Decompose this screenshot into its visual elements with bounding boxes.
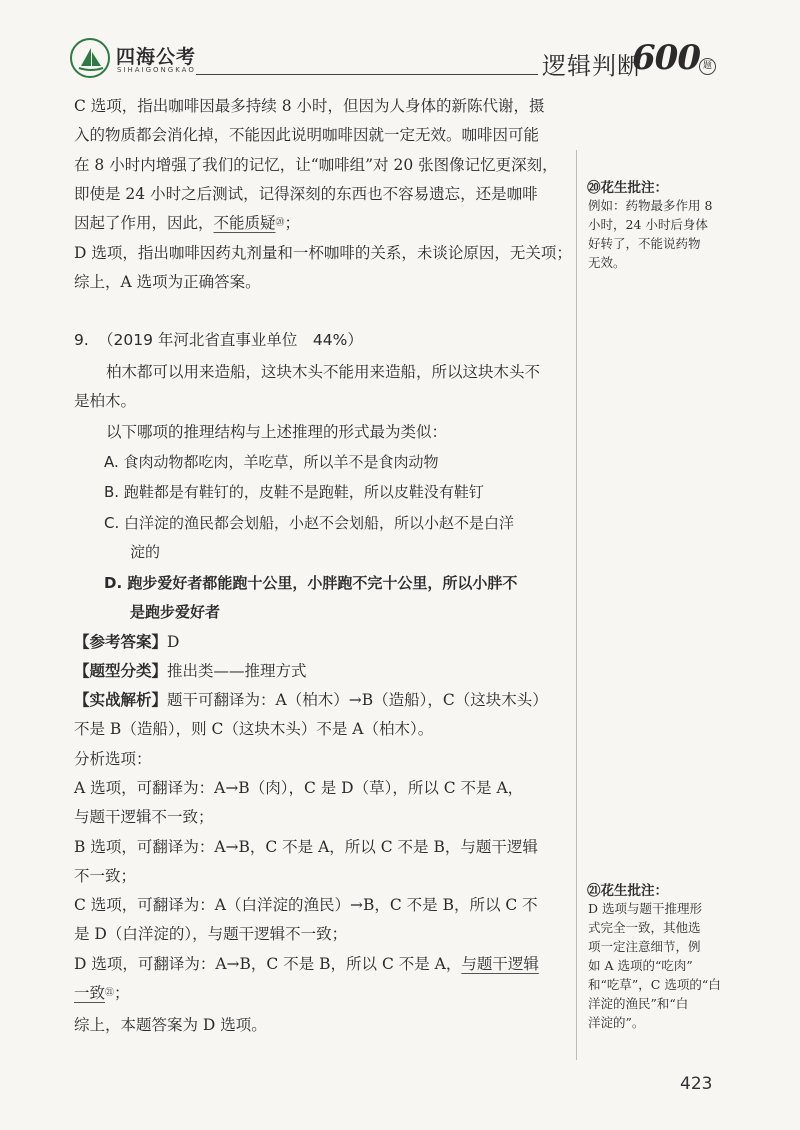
option-a: A. 食肉动物都吃肉，羊吃草，所以羊不是食肉动物: [104, 453, 439, 471]
side-note-line: 洋淀的渔民”和“白: [588, 996, 689, 1011]
sail-logo-icon: [77, 46, 105, 72]
option-b: B. 跑鞋都是有鞋钉的，皮鞋不是跑鞋，所以皮鞋没有鞋钉: [104, 483, 484, 501]
text-line: [74, 982, 130, 1004]
side-note-body: [588, 899, 728, 1032]
logo-icon: [70, 38, 110, 78]
text-line: 不一致；: [74, 867, 137, 885]
side-note-line: 项一定注意细节，例: [588, 939, 701, 954]
analysis: [74, 689, 548, 711]
side-note-line: 小时，24 小时后身体: [588, 217, 708, 232]
conclusion: 综上，本题答案为 D 选项。: [74, 1016, 267, 1034]
question-stem: 柏木都可以用来造船，这块木头不能用来造船，所以这块木头不: [106, 363, 541, 381]
text-line: 分析选项：: [74, 750, 152, 768]
text-line: [74, 212, 300, 234]
page-number: 423: [680, 1074, 713, 1094]
question-type-value: 推出类——推理方式: [167, 662, 307, 680]
option-d: D. 跑步爱好者都能跑十公里，小胖跑不完十公里，所以小胖不: [104, 574, 518, 592]
text-line: B 选项，可翻译为：A→B，C 不是 A，所以 C 不是 B，与题干逻辑: [74, 838, 538, 856]
question-stem: 是柏木。: [74, 392, 137, 410]
text-segment: ；: [284, 214, 301, 232]
reference-answer-label: 【参考答案】: [74, 632, 168, 651]
reference-answer-value: D: [167, 633, 180, 651]
text-line: 不是 B（造船），则 C（这块木头）不是 A（柏木）。: [74, 720, 434, 738]
brand-subtitle: SIHAIGONGKAO: [117, 66, 196, 74]
annotation-marker: ㉑: [105, 988, 115, 998]
text-line: 即使是 24 小时之后测试，记得深刻的东西也不容易遗忘，还是咖啡: [74, 185, 538, 203]
question-number: 9.: [74, 331, 89, 349]
text-segment: 因起了作用，因此，: [74, 214, 214, 232]
side-note-line: 洋淀的”。: [588, 1015, 645, 1030]
side-note-line: 好转了，不能说药物: [588, 236, 701, 251]
side-note-title: ⑳花生批注：: [587, 180, 668, 196]
text-line: [74, 953, 539, 975]
brand-name: 四海公考: [116, 46, 197, 68]
text-line: 入的物质都会消化掉，不能因此说明咖啡因就一定无效。咖啡因可能: [74, 126, 540, 144]
option-c: C. 白洋淀的渔民都会划船，小赵不会划船，所以小赵不是白洋: [104, 514, 515, 532]
question-type: [74, 660, 307, 682]
text-line: C 选项，可翻译为：A（白洋淀的渔民）→B，C 不是 B，所以 C 不: [74, 896, 538, 914]
question-source: （2019 年河北省直事业单位 44%）: [98, 331, 363, 349]
text-line: 是 D（白洋淀的），与题干逻辑不一致；: [74, 925, 348, 943]
side-note-line: 式完全一致，其他选: [588, 920, 701, 935]
analysis-text: 题干可翻译为：A（柏木）→B（造船），C（这块木头）: [167, 691, 548, 709]
text-segment: ；: [114, 984, 130, 1002]
reference-answer: [74, 631, 179, 653]
question-prompt: 以下哪项的推理结构与上述推理的形式最为类似：: [106, 423, 448, 441]
annotation-marker: ⑳: [275, 218, 285, 228]
side-note-line: 和“吃草”，C 选项的“白: [588, 977, 721, 992]
side-note-body: [588, 196, 728, 272]
text-line: C 选项，指出咖啡因最多持续 8 小时，但因为人身体的新陈代谢，摄: [74, 97, 545, 115]
underlined-phrase: 与题干逻辑: [461, 955, 539, 973]
underlined-phrase: 不能质疑: [213, 214, 276, 232]
side-note-line: D 选项与题干推理形: [588, 901, 702, 916]
side-column-divider: [576, 150, 577, 1060]
side-note-title: ㉑花生批注：: [587, 883, 668, 899]
side-note-line: 例如：药物最多作用 8: [588, 198, 713, 213]
option-d-cont: 是跑步爱好者: [130, 603, 221, 621]
text-line: 与题干逻辑不一致；: [74, 808, 214, 826]
book-suffix: 题: [699, 58, 716, 75]
option-c-cont: 淀的: [130, 543, 161, 561]
question-type-label: 【题型分类】: [74, 661, 168, 680]
text-line: 综上，A 选项为正确答案。: [74, 273, 261, 291]
text-segment: D 选项，可翻译为：A→B，C 不是 B，所以 C 不是 A，: [74, 955, 462, 973]
analysis-label: 【实战解析】: [74, 690, 168, 709]
side-note-line: 无效。: [588, 255, 626, 270]
underlined-phrase: 一致: [74, 984, 106, 1002]
book-title: 逻辑判断: [542, 52, 642, 80]
text-line: 在 8 小时内增强了我们的记忆，让“咖啡组”对 20 张图像记忆更深刻，: [74, 156, 558, 174]
header-rule: [196, 74, 538, 75]
book-number: 600: [632, 38, 700, 78]
text-line: D 选项，指出咖啡因药丸剂量和一杯咖啡的关系，未谈论原因，无关项；: [74, 244, 572, 262]
side-note-line: 如 A 选项的“吃肉”: [588, 958, 693, 973]
text-line: A 选项，可翻译为：A→B（肉），C 是 D（草），所以 C 不是 A，: [74, 779, 524, 797]
